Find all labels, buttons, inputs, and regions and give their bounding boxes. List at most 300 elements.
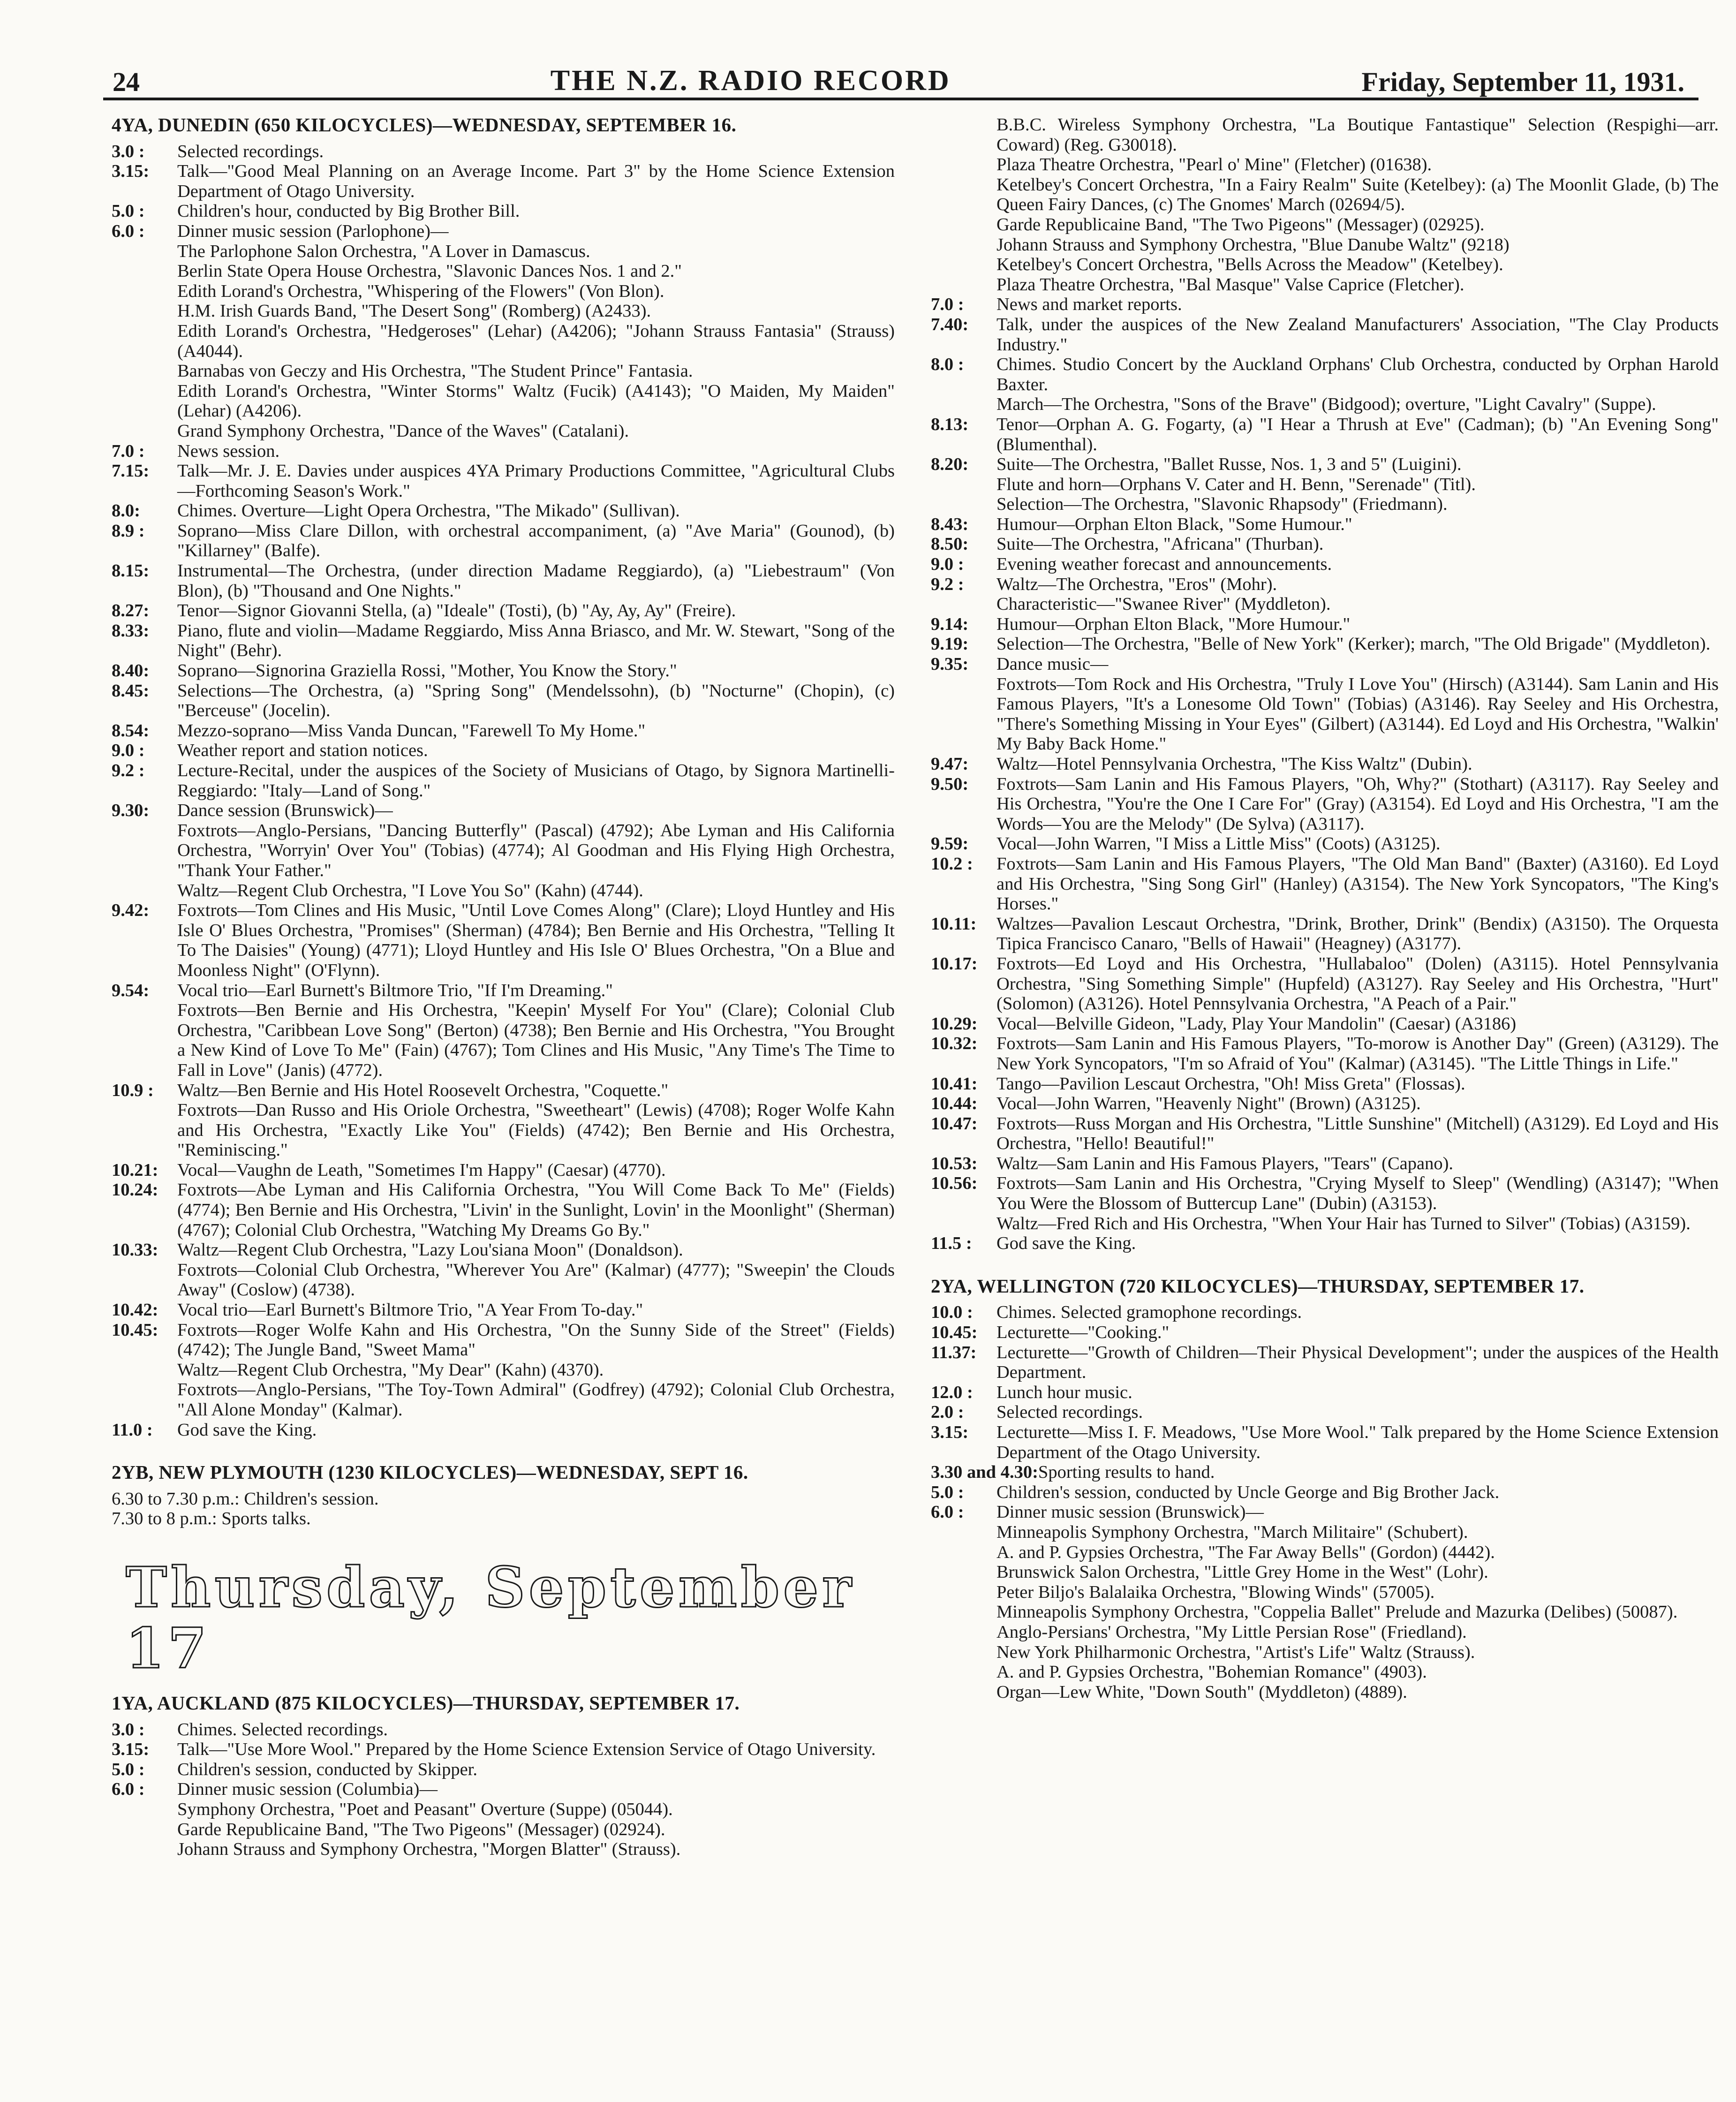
list-item: 6.30 to 7.30 p.m.: Children's session. [112,1489,379,1509]
time-label: 8.0: [112,501,140,521]
program-line: Johann Strauss and Symphony Orchestra, "Blue Danube Waltz" (9218) [996,234,1510,255]
time-label: 3.0 : [112,141,145,161]
list-item [931,1173,1719,1233]
program-line: Characteristic—"Swanee River" (Myddleton). [996,594,1331,614]
program-line: March—The Orchestra, "Sons of the Brave" (Bidgood); overture, "Light Cavalry" (Suppe). [996,394,1656,415]
time-label: 10.47: [931,1113,978,1134]
program-text [996,1402,1719,1422]
program-line: Dance session (Brunswick)— [177,801,393,821]
program-line: Chimes. Selected recordings. [177,1719,388,1739]
time-label: 8.33: [112,620,150,641]
list-item [931,614,1719,635]
time-label: 9.50: [931,774,969,794]
time-label: 8.9 : [112,521,145,541]
masthead [113,55,1684,98]
program-text [996,1302,1719,1323]
list-item [112,621,895,661]
program-list [112,142,895,1440]
list-item [112,561,895,601]
program-text [177,1180,895,1240]
list-item [931,295,1719,315]
time-label: 9.30: [112,801,150,821]
time-label: 10.9 : [112,1080,154,1100]
time-label: 11.37: [931,1342,977,1362]
program-line: Suite—The Orchestra, "Africana" (Thurban). [996,534,1324,554]
section-heading: 1YA, AUCKLAND (875 KILOCYCLES)—THURSDAY, SEPTEMBER 17. [112,1692,740,1714]
program-line: Vocal—John Warren, "I Miss a Little Miss" (Coots) (A3125). [996,834,1441,854]
list-item [931,1502,1719,1702]
program-line: Vocal—Vaughn de Leath, "Sometimes I'm Happy" (Caesar) (4770). [177,1160,666,1180]
program-line: Humour—Orphan Elton Black, "More Humour." [996,614,1351,634]
program-line: Evening weather forecast and announcements. [996,554,1332,575]
program-line: Berlin State Opera House Orchestra, "Slavonic Dances Nos. 1 and 2." [177,261,682,281]
list-item [112,1720,895,1740]
header-rule [103,98,1698,100]
program-text [996,1383,1719,1403]
time-label: 7.40: [931,314,969,334]
program-line: Sporting results to hand. [1038,1462,1215,1482]
program-line: Tenor—Orphan A. G. Fogarty, (a) "I Hear a Thrush at Eve" (Cadman); (b) "An Evening Song" (Blumenthal). [996,414,1719,454]
time-label: 7.0 : [931,295,964,315]
program-line: Children's session, conducted by Uncle George and Big Brother Jack. [996,1482,1500,1502]
program-line: Dinner music session (Parlophone)— [177,221,449,241]
program-text [177,661,895,681]
program-line: Talk, under the auspices of the New Zealand Manufacturers' Association, "The Clay Products Industry." [996,314,1719,355]
program-line: Waltz—The Orchestra, "Eros" (Mohr). [996,574,1277,594]
time-label: 6.0 : [112,1779,145,1800]
program-text [177,681,895,721]
program-text [177,1420,895,1440]
program-text [177,761,895,801]
program-line: Waltz—Regent Club Orchestra, "I Love You So" (Kahn) (4744). [177,880,643,900]
program-line: Tango—Pavilion Lescaut Orchestra, "Oh! Miss Greta" (Flossas). [996,1074,1465,1094]
program-line: Plaza Theatre Orchestra, "Bal Masque" Valse Caprice (Fletcher). [996,274,1464,295]
program-line: Minneapolis Symphony Orchestra, "Coppelia Ballet" Prelude and Mazurka (Delibes) (50087). [996,1602,1678,1622]
program-line: Vocal trio—Earl Burnett's Biltmore Trio, "A Year From To-day." [177,1300,643,1320]
time-label: 8.50: [931,534,969,554]
list-item [931,834,1719,854]
program-line: A. and P. Gypsies Orchestra, "Bohemian Romance" (4903). [996,1662,1427,1682]
list-item [931,754,1719,774]
day-banner: Thursday, September 17 [126,1554,855,1681]
list-item [112,601,895,621]
program-text [996,554,1719,575]
program-line: Humour—Orphan Elton Black, "Some Humour." [996,514,1352,534]
time-label: 10.56: [931,1173,978,1194]
program-list [931,115,1719,1254]
program-line: Brunswick Salon Orchestra, "Little Grey Home in the West" (Lohr). [996,1562,1488,1582]
program-text [177,981,895,1081]
program-line: B.B.C. Wireless Symphony Orchestra, "La Boutique Fantastique" Selection (Respighi—arr. Coward) (Reg. G30018). [996,115,1719,155]
program-line: Anglo-Persians' Orchestra, "My Little Persian Rose" (Friedland). [996,1622,1467,1642]
list-item [931,355,1719,415]
program-text [996,454,1719,514]
program-line: Selection—The Orchestra, "Slavonic Rhapsody" (Friedmann). [996,494,1448,514]
list-item [112,1739,895,1760]
program-text [177,461,895,501]
time-label: 10.45: [112,1320,159,1340]
program-line: Waltz—Regent Club Orchestra, "Lazy Lou'siana Moon" (Donaldson). [177,1240,683,1260]
left-column [112,115,895,1860]
list-item [112,741,895,761]
list-item [112,721,895,741]
list-item [112,1240,895,1300]
program-line: Talk—"Use More Wool." Prepared by the Home Science Extension Service of Otago University. [177,1739,876,1760]
program-text [177,1300,895,1320]
program-line: Selections—The Orchestra, (a) "Spring Song" (Mendelssohn), (b) "Nocturne" (Chopin), (c) "Berceuse" (Jocelin). [177,681,895,721]
program-text [177,161,895,201]
program-line: Weather report and station notices. [177,741,428,761]
program-line: Flute and horn—Orphans V. Cater and H. Benn, "Serenade" (Titl). [996,474,1476,494]
program-line: Foxtrots—Abe Lyman and His California Orchestra, "You Will Come Back To Me" (Fields) (4774); Ben Bernie and His Orchestra, "Livin' in the Sunlight, Lovin' in the Moonlight" (Sherman) (4767); Colonial Club Orchestra, "Watching My Dreams Go By." [177,1180,895,1240]
time-label: 11.0 : [112,1420,153,1440]
time-label: 10.29: [931,1013,978,1034]
program-line: Garde Republicaine Band, "The Two Pigeons" (Messager) (02924). [177,1819,665,1839]
time-label: 5.0 : [112,201,145,221]
time-label: 8.54: [112,720,150,741]
program-text [996,1094,1719,1114]
right-column [931,115,1719,1702]
program-line: Foxtrots—Sam Lanin and His Famous Players, "The Old Man Band" (Baxter) (A3160). Ed Loyd and His Orchestra, "Sing Song Girl" (Hanley) (A3154). The New York Syncopators, "The King's Horses." [996,854,1719,914]
program-line: Dinner music session (Columbia)— [177,1779,438,1800]
time-label: 3.30 and 4.30: [931,1462,1038,1482]
program-line: Waltz—Fred Rich and His Orchestra, "When Your Hair has Turned to Silver" (Tobias) (A3159). [996,1213,1691,1233]
time-label: 10.42: [112,1300,159,1320]
section-heading: 4YA, DUNEDIN (650 KILOCYCLES)—WEDNESDAY, SEPTEMBER 16. [112,114,737,136]
program-line: Children's hour, conducted by Big Brother Bill. [177,201,520,221]
time-label: 10.32: [931,1034,978,1054]
list-item [931,415,1719,454]
program-line: Piano, flute and violin—Madame Reggiardo, Miss Anna Briasco, and Mr. W. Stewart, "Song of the Night" (Behr). [177,620,895,661]
program-text [996,115,1719,295]
program-line: H.M. Irish Guards Band, "The Desert Song" (Romberg) (A2433). [177,301,651,321]
list-item [112,1180,895,1240]
list-item [112,1779,895,1859]
time-label: 12.0 : [931,1382,973,1402]
program-line: Selection—The Orchestra, "Belle of New York" (Kerker); march, "The Old Brigade" (Myddleton). [996,634,1711,654]
program-line: Symphony Orchestra, "Poet and Peasant" Overture (Suppe) (05044). [177,1799,673,1819]
time-label: 8.20: [931,454,969,475]
time-label: 10.17: [931,953,978,974]
program-line: News and market reports. [996,295,1182,315]
program-list [112,1720,895,1860]
program-line: Foxtrots—Sam Lanin and His Famous Players, "Oh, Why?" (Stothart) (A3117). Ray Seeley and His Orchestra, "You're the One I Care For" (Gray) (A3154). Ed Loyd and His Orchestra, "I am the Words—You are the Melody" (De Sylva) (A3117). [996,774,1719,834]
program-line: Foxtrots—Anglo-Persians, "Dancing Butterfly" (Pascal) (4792); Abe Lyman and His California Orchestra, "Worryin' Over You" (Tobias) (4774); Al Goodman and His Flying High Orchestra, "Thank Your Father." [177,820,895,880]
program-text [996,514,1719,535]
list-item [931,454,1719,514]
list-item [931,1343,1719,1383]
program-line: Johann Strauss and Symphony Orchestra, "Morgen Blatter" (Strauss). [177,1839,681,1860]
program-line: Talk—"Good Meal Planning on an Average Income. Part 3" by the Home Science Extension Department of Otago University. [177,161,895,201]
list-item [112,441,895,461]
program-line: Mezzo-soprano—Miss Vanda Duncan, "Farewell To My Home." [177,720,646,741]
program-line: Chimes. Studio Concert by the Auckland Orphans' Club Orchestra, conducted by Orphan Harold Baxter. [996,355,1719,394]
program-text [177,1779,895,1859]
program-line: News session. [177,441,280,461]
list-item [931,1114,1719,1154]
list-item [931,914,1719,954]
list-item [112,981,895,1081]
list-item [931,1154,1719,1174]
time-label: 2.0 : [931,1402,964,1422]
time-label: 9.47: [931,754,969,774]
time-label: 7.0 : [112,441,145,461]
program-list [112,1489,895,1529]
program-text [996,1034,1719,1074]
program-line: Chimes. Overture—Light Opera Orchestra, "The Mikado" (Sullivan). [177,501,680,521]
list-item [931,1422,1719,1462]
program-text [996,415,1719,454]
list-item [112,521,895,561]
program-text [996,954,1719,1014]
list-item [931,1482,1719,1503]
program-text [177,1320,895,1420]
program-text [996,654,1719,754]
list-item [931,1233,1719,1254]
list-item [112,761,895,801]
list-item [112,661,895,681]
time-label: 11.5 : [931,1233,972,1254]
program-line: Selected recordings. [177,141,324,161]
time-label: 9.54: [112,980,150,1000]
program-line: Ketelbey's Concert Orchestra, "Bells Across the Meadow" (Ketelbey). [996,255,1503,275]
time-label: 8.45: [112,681,150,701]
program-line: Minneapolis Symphony Orchestra, "March Militaire" (Schubert). [996,1522,1468,1542]
program-text [996,1422,1719,1462]
program-line: Vocal—John Warren, "Heavenly Night" (Brown) (A3125). [996,1094,1421,1114]
program-text [996,1482,1719,1503]
list-item [931,1014,1719,1034]
list-item [931,575,1719,614]
program-text [177,1760,895,1780]
time-label: 10.2 : [931,854,973,874]
program-text [996,295,1719,315]
program-text [996,754,1719,774]
program-line: Garde Republicaine Band, "The Two Pigeons" (Messager) (02925). [996,214,1485,234]
program-line: Instrumental—The Orchestra, (under direction Madame Reggiardo), (a) "Liebestraum" (Von Blon), (b) "Thousand and One Nights." [177,561,895,601]
time-label: 8.43: [931,514,969,534]
program-line: God save the King. [996,1233,1136,1254]
program-text [177,621,895,661]
program-text [177,1720,895,1740]
program-line: Foxtrots—Roger Wolfe Kahn and His Orchestra, "On the Sunny Side of the Street" (Fields) (4742); The Jungle Band, "Sweet Mama" [177,1320,895,1360]
publication-title: THE N.Z. RADIO RECORD [550,65,951,97]
program-line: Grand Symphony Orchestra, "Dance of the Waves" (Catalani). [177,421,629,441]
program-line: Children's session, conducted by Skipper. [177,1759,477,1779]
list-item [112,501,895,521]
program-text [996,1343,1719,1383]
program-text [177,1160,895,1180]
program-text [177,741,895,761]
program-line: Lunch hour music. [996,1382,1132,1402]
list-item [931,634,1719,654]
time-label: 8.0 : [931,355,964,375]
program-text [996,1074,1719,1094]
program-line: Vocal—Belville Gideon, "Lady, Play Your Mandolin" (Caesar) (A3186) [996,1013,1517,1034]
program-line: Dance music— [996,654,1109,674]
program-line: A. and P. Gypsies Orchestra, "The Far Away Bells" (Gordon) (4442). [996,1542,1495,1562]
list-item [112,161,895,201]
program-text [996,315,1719,355]
program-line: Tenor—Signor Giovanni Stella, (a) "Ideale" (Tosti), (b) "Ay, Ay, Ay" (Freire). [177,601,736,621]
program-text [177,441,895,461]
program-text [177,142,895,162]
program-line: Suite—The Orchestra, "Ballet Russe, Nos. 1, 3 and 5" (Luigini). [996,454,1462,475]
program-text [996,1154,1719,1174]
list-item [931,774,1719,834]
program-list [931,1302,1719,1702]
program-line: Soprano—Miss Clare Dillon, with orchestral accompaniment, (a) "Ave Maria" (Gounod), (b) "Killarney" (Balfe). [177,521,895,561]
time-label: 8.15: [112,561,150,581]
list-item [931,534,1719,554]
list-item [112,1320,895,1420]
time-label: 9.19: [931,634,969,654]
program-line: Lecture-Recital, under the auspices of the Society of Musicians of Otago, by Signora Martinelli-Reggiardo: "Italy—Land of Song." [177,761,895,801]
program-text [996,1323,1719,1343]
program-text [177,1240,895,1300]
program-line: Ketelbey's Concert Orchestra, "In a Fairy Realm" Suite (Ketelbey): (a) The Moonlit Glade, (b) The Queen Fairy Dances, (c) The Gnomes' March (02694/5). [996,174,1719,215]
list-item: 7.30 to 8 p.m.: Sports talks. [112,1509,311,1529]
program-text [996,534,1719,554]
program-text [177,900,895,980]
time-label: 10.45: [931,1323,978,1343]
program-text [177,521,895,561]
program-text [996,1173,1719,1233]
time-label: 5.0 : [931,1482,964,1502]
program-line: Dinner music session (Brunswick)— [996,1502,1264,1522]
list-item [931,854,1719,914]
list-item [931,1302,1719,1323]
program-line: Foxtrots—Colonial Club Orchestra, "Wherever You Are" (Kalmar) (4777); "Sweepin' the Clouds Away" (Coslow) (4738). [177,1260,895,1300]
time-label: 10.24: [112,1180,159,1200]
program-line: Lecturette—"Cooking." [996,1323,1170,1343]
list-item [931,1462,1719,1482]
program-line: Barnabas von Geczy and His Orchestra, "The Student Prince" Fantasia. [177,361,693,381]
program-text [996,355,1719,415]
program-line: Organ—Lew White, "Down South" (Myddleton) (4889). [996,1682,1407,1702]
program-text [177,561,895,601]
time-label: 6.0 : [931,1502,964,1522]
program-line: Peter Biljo's Balalaika Orchestra, "Blowing Winds" (57005). [996,1582,1435,1602]
list-item [112,681,895,721]
program-text [177,1081,895,1160]
time-label: 10.53: [931,1153,978,1173]
list-item [112,221,895,441]
program-line: Foxtrots—Ben Bernie and His Orchestra, "Keepin' Myself For You" (Clare); Colonial Club Orchestra, "Caribbean Love Song" (Berton) (4738); Ben Bernie and His Orchestra, "You Brought a New Kind of Love To Me" (Fain) (4767); Tom Clines and His Music, "Any Time's The Time to Fall in Love" (Janis) (4772). [177,1000,895,1080]
time-label: 9.0 : [112,741,145,761]
program-line: Waltz—Hotel Pennsylvania Orchestra, "The Kiss Waltz" (Dubin). [996,754,1472,774]
time-label: 8.27: [112,601,150,621]
program-line: Edith Lorand's Orchestra, "Hedgeroses" (Lehar) (A4206); "Johann Strauss Fantasia" (Strauss) (A4044). [177,321,895,361]
program-text [1038,1462,1719,1482]
list-item [931,654,1719,754]
list-item [112,1760,895,1780]
program-line: Edith Lorand's Orchestra, "Winter Storms" Waltz (Fucik) (A4143); "O Maiden, My Maiden" (Lehar) (A4206). [177,381,895,421]
program-line: Edith Lorand's Orchestra, "Whispering of the Flowers" (Von Blon). [177,281,664,301]
time-label: 8.13: [931,414,969,434]
time-label: 9.2 : [931,574,964,594]
list-item [112,201,895,221]
program-line: The Parlophone Salon Orchestra, "A Lover in Damascus. [177,241,590,261]
program-line: Vocal trio—Earl Burnett's Biltmore Trio, "If I'm Dreaming." [177,980,613,1000]
time-label: 8.40: [112,661,150,681]
time-label: 10.0 : [931,1302,973,1323]
time-label: 3.15: [112,1739,150,1760]
time-label: 3.15: [931,1422,969,1442]
program-line: Foxtrots—Sam Lanin and His Famous Players, "To-morow is Another Day" (Green) (A3129). The New York Syncopators, "I'm so Afraid of You" (Kalmar) (A3145). "The Little Things in Life." [996,1034,1719,1074]
list-item [931,1383,1719,1403]
program-line: Foxtrots—Sam Lanin and His Orchestra, "Crying Myself to Sleep" (Wendling) (A3147); "When You Were the Blossom of Buttercup Lane" (Dubin) (A3153). [996,1173,1719,1214]
program-text [996,1502,1719,1702]
list-item [112,461,895,501]
program-text [177,601,895,621]
list-item [112,801,895,900]
program-text [996,1114,1719,1154]
program-line: Foxtrots—Tom Rock and His Orchestra, "Truly I Love You" (Hirsch) (A3144). Sam Lanin and His Famous Players, "It's a Lonesome Old Town" (Tobias) (A3146). Ray Seeley and His Orchestra, "There's Something Missing in Your Eyes" (Gilbert) (A3144). Ed Loyd and His Orchestra, "Walkin' My Baby Back Home." [996,674,1719,754]
program-line: Foxtrots—Tom Clines and His Music, "Until Love Comes Along" (Clare); Lloyd Huntley and His Isle O' Blues Orchestra, "Promises" (Sherman) (4784); Ben Bernie and His Orchestra, "Telling It To The Daisies" (Young) (4771); Lloyd Huntley and His Isle O' Blues Orchestra, "On a Blue and Moonless Night" (O'Flynn). [177,900,895,980]
program-text [177,721,895,741]
program-line: Soprano—Signorina Graziella Rossi, "Mother, You Know the Story." [177,661,677,681]
program-line: Plaza Theatre Orchestra, "Pearl o' Mine" (Fletcher) (01638). [996,155,1432,175]
program-text [996,575,1719,614]
list-item [931,554,1719,575]
program-line: Foxtrots—Anglo-Persians, "The Toy-Town Admiral" (Godfrey) (4792); Colonial Club Orchestra, "All Alone Monday" (Kalmar). [177,1380,895,1420]
program-line: Talk—Mr. J. E. Davies under auspices 4YA Primary Productions Committee, "Agricultural Clubs—Forthcoming Season's Work." [177,461,895,501]
time-label: 9.14: [931,614,969,634]
time-label: 7.15: [112,461,150,481]
time-label: 9.42: [112,900,150,921]
time-label: 3.0 : [112,1719,145,1739]
list-item [112,1160,895,1180]
time-label: 3.15: [112,161,150,181]
list-item [112,1420,895,1440]
list-item [931,1034,1719,1074]
program-line: Waltz—Sam Lanin and His Famous Players, "Tears" (Capano). [996,1153,1454,1173]
program-text [996,634,1719,654]
program-text [177,1739,895,1760]
program-line: God save the King. [177,1420,317,1440]
list-item [931,514,1719,535]
time-label: 9.2 : [112,761,145,780]
list-item [112,142,895,162]
program-line: Waltzes—Pavalion Lescaut Orchestra, "Drink, Brother, Drink" (Bendix) (A3150). The Orquesta Tipica Francisco Canaro, "Bells of Hawaii" (Heagney) (A3177). [996,914,1719,954]
program-text [177,201,895,221]
time-label: 10.44: [931,1094,978,1114]
list-item [112,1300,895,1320]
list-item [931,1074,1719,1094]
time-label: 10.11: [931,914,977,934]
section-heading: 2YA, WELLINGTON (720 KILOCYCLES)—THURSDAY, SEPTEMBER 17. [931,1275,1585,1297]
program-line: Foxtrots—Ed Loyd and His Orchestra, "Hullabaloo" (Dolen) (A3115). Hotel Pennsylvania Orchestra, "Sing Something Simple" (Hupfeld) (A3127). Ray Seeley and His Orchestra, "Hurt" (Solomon) (A3126). Hotel Pennsylvania Orchestra, "A Peach of a Pair." [996,953,1719,1014]
list-item [931,954,1719,1014]
section-heading: 2YB, NEW PLYMOUTH (1230 KILOCYCLES)—WEDNESDAY, SEPT 16. [112,1461,748,1483]
program-text [996,914,1719,954]
time-label: 9.0 : [931,554,964,575]
time-label: 5.0 : [112,1759,145,1779]
program-text [996,774,1719,834]
program-line: New York Philharmonic Orchestra, "Artist's Life" Waltz (Strauss). [996,1642,1475,1662]
list-item [112,1081,895,1160]
program-text [996,1233,1719,1254]
program-line: Waltz—Ben Bernie and His Hotel Roosevelt Orchestra, "Coquette." [177,1080,669,1100]
program-text [996,1014,1719,1034]
time-label: 10.41: [931,1074,978,1094]
page-number: 24 [113,67,140,97]
program-line: Foxtrots—Dan Russo and His Oriole Orchestra, "Sweetheart" (Lewis) (4708); Roger Wolfe Kahn and His Orchestra, "Exactly Like You" (Fields) (4742); Ben Bernie and His Orchestra, "Reminiscing." [177,1100,895,1160]
program-line: Lecturette—"Growth of Children—Their Physical Development"; under the auspices of the Health Department. [996,1342,1719,1383]
program-text [177,221,895,441]
list-item [931,1094,1719,1114]
